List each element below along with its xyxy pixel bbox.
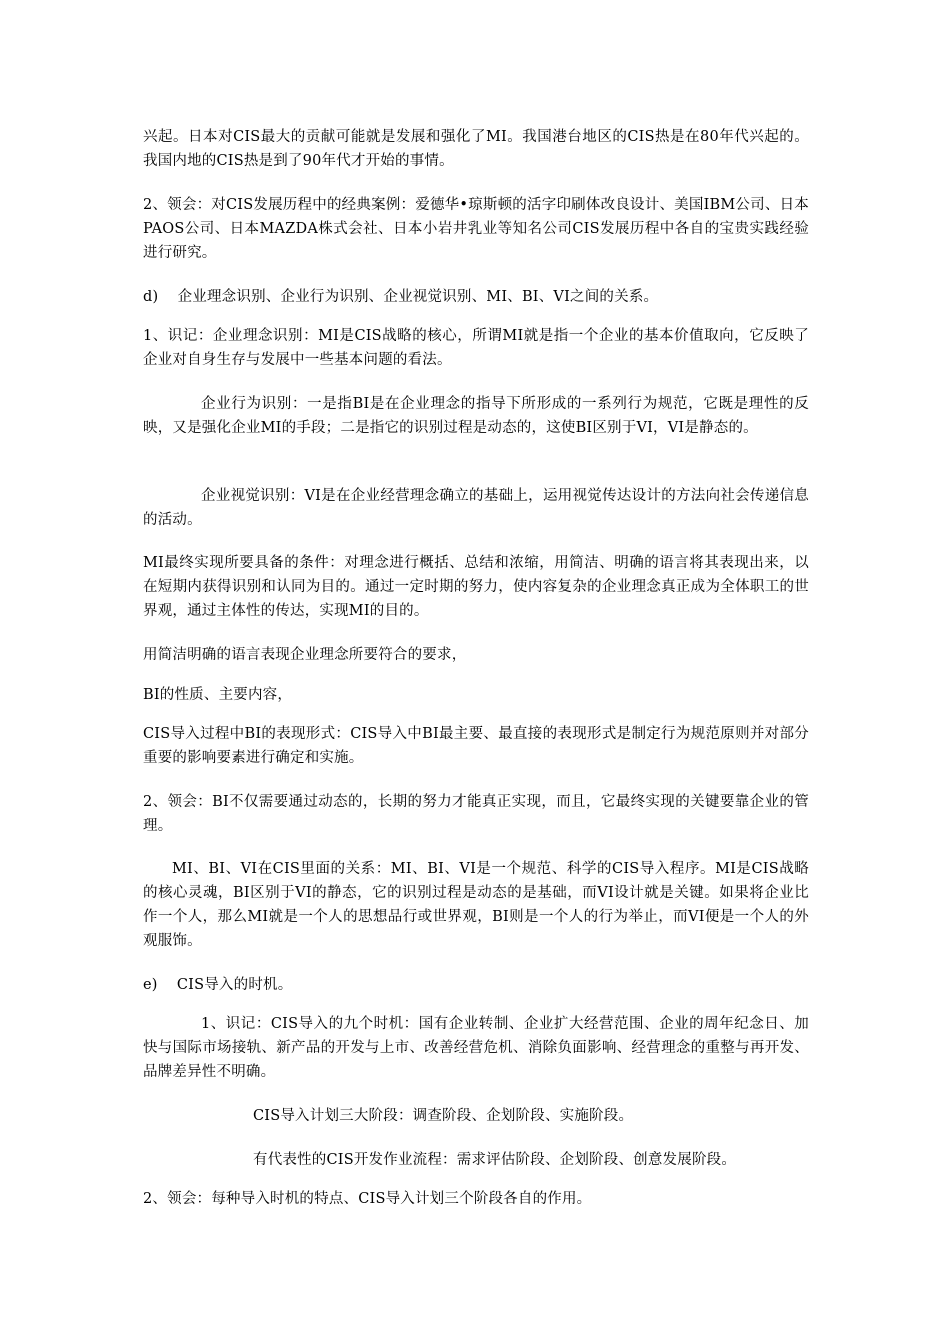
paragraph-cis-history-end: 兴起。日本对CIS最大的贡献可能就是发展和强化了MI。我国港台地区的CIS热是在80年代兴起的。我国内地的CIS热是到了90年代才开始的事情。 — [143, 129, 809, 169]
paragraph-three-stages: CIS导入计划三大阶段：调查阶段、企划阶段、实施阶段。 — [253, 1108, 634, 1124]
paragraph-vi-definition: 企业视觉识别：VI是在企业经营理念确立的基础上，运用视觉传达设计的方法向社会传递信息的活动。 — [143, 488, 809, 528]
paragraph-bi-forms: CIS导入过程中BI的表现形式：CIS导入中BI最主要、最直接的表现形式是制定行为规范原则并对部分重要的影响要素进行确定和实施。 — [143, 726, 809, 766]
paragraph-mi-conditions: MI最终实现所要具备的条件：对理念进行概括、总结和浓缩，用简洁、明确的语言将其表现出来，以在短期内获得识别和认同为目的。通过一定时期的努力，使内容复杂的企业理念真正成为全体职工的世界观，通过主体性的传达，实现MI的目的。 — [143, 555, 809, 619]
paragraph-nine-timings: 1、识记：CIS导入的九个时机：国有企业转制、企业扩大经营范围、企业的周年纪念日、加快与国际市场接轨、新产品的开发与上市、改善经营危机、消除负面影响、经营理念的重整与再开发、品牌差异性不明确。 — [143, 1016, 809, 1080]
paragraph-bi-definition: 企业行为识别：一是指BI是在企业理念的指导下所形成的一系列行为规范，它既是理性的反映，又是强化企业MI的手段；二是指它的识别过程是动态的，这使BI区别于VI，VI是静态的。 — [143, 396, 809, 436]
paragraph-timing-comprehension: 2、领会：每种导入时机的特点、CIS导入计划三个阶段各自的作用。 — [143, 1191, 592, 1207]
paragraph-mi-bi-vi-relationship: MI、BI、VI在CIS里面的关系：MI、BI、VI是一个规范、科学的CIS导入程序。MI是CIS战略的核心灵魂，BI区别于VI的静态，它的识别过程是动态的是基础，而VI设计就是关键。如果将企业比作一个人，那么MI就是一个人的思想品行或世界观，BI则是一个人的行为举止，而VI便是一个人的外观服饰。 — [143, 861, 809, 949]
paragraph-bi-nature: BI的性质、主要内容， — [143, 687, 293, 703]
paragraph-dev-workflow: 有代表性的CIS开发作业流程：需求评估阶段、企划阶段、创意发展阶段。 — [253, 1152, 737, 1168]
heading-d-relationship: d) 企业理念识别、企业行为识别、企业视觉识别、MI、BI、VI之间的关系。 — [143, 289, 659, 305]
heading-e-timing: e) CIS导入的时机。 — [143, 977, 293, 993]
paragraph-bi-comprehension: 2、领会：BI不仅需要通过动态的，长期的努力才能真正实现，而且，它最终实现的关键要靠企业的管理。 — [143, 794, 809, 834]
paragraph-concise-language: 用简洁明确的语言表现企业理念所要符合的要求， — [143, 647, 467, 663]
paragraph-mi-definition: 1、识记：企业理念识别：MI是CIS战略的核心，所谓MI就是指一个企业的基本价值取向，它反映了企业对自身生存与发展中一些基本问题的看法。 — [143, 328, 809, 368]
paragraph-cis-cases: 2、领会：对CIS发展历程中的经典案例：爱德华•琼斯顿的活字印刷体改良设计、美国IBM公司、日本PAOS公司、日本MAZDA株式会社、日本小岩井乳业等知名公司CIS发展历程中各自的宝贵实践经验进行研究。 — [143, 197, 809, 261]
